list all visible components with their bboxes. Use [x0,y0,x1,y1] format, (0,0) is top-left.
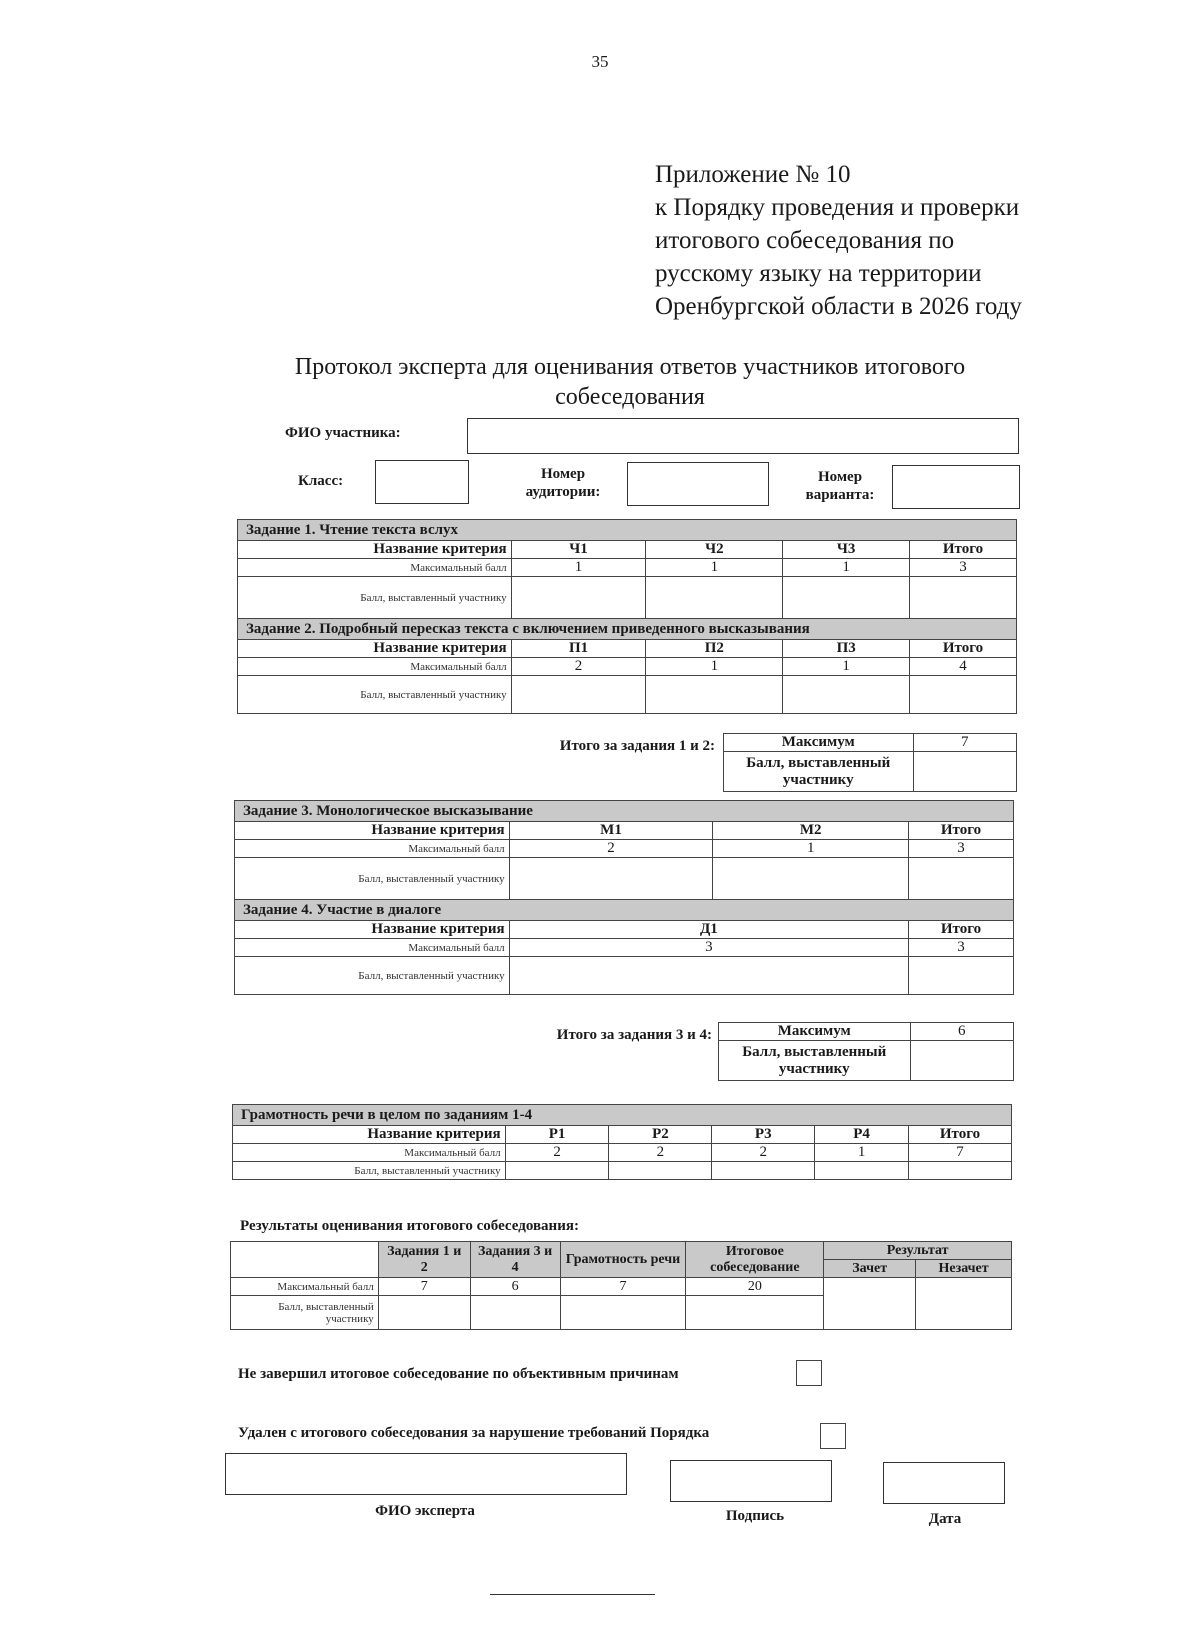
literacy-title: Грамотность речи в целом по заданиям 1-4 [233,1105,1012,1126]
results-max-cell: 7 [560,1278,686,1296]
criterion-name-label: Название критерия [235,822,510,840]
variant-label [790,468,890,504]
results-col-header: Задания 3 и 4 [470,1242,560,1278]
max-total-cell: 3 [909,840,1014,858]
results-max-cell: 7 [378,1278,470,1296]
sum-1-2-score-cell[interactable] [913,752,1016,792]
criterion-cell: Ч1 [511,541,646,559]
room-label [508,465,618,501]
given-score-label: Балл, выставленный участнику [238,676,512,714]
task1-title: Задание 1. Чтение текста вслух [238,520,1017,541]
page-number: 35 [591,52,609,71]
criterion-name-label: Название критерия [238,640,512,658]
criterion-cell: Ч3 [783,541,910,559]
max-score-cell: 2 [511,658,646,676]
max-score-cell: 1 [783,658,910,676]
sum-1-2-label: Итого за задания 1 и 2: [559,738,715,754]
appendix-line: итогового собеседования по [655,227,955,254]
max-score-label: Максимальный балл [235,939,510,957]
sum-1-2-max: 7 [913,734,1016,752]
results-corner-cell [231,1242,379,1278]
results-col-header: Грамотность речи [560,1242,686,1278]
max-score-cell: 2 [509,840,713,858]
room-label-line: аудитории: [525,484,601,500]
max-score-cell: 1 [713,840,909,858]
expert-fio-label: ФИО эксперта [375,1503,475,1519]
removed-label: Удален с итогового собеседования за нарушение требований Порядка [238,1425,710,1441]
score-input-cell[interactable] [815,1162,909,1180]
sum-3-4-max: 6 [910,1023,1013,1041]
room-label-line: Номер [540,466,586,482]
fio-participant-label: ФИО участника: [285,425,401,441]
given-participant-label: Балл, выставленный участнику [719,1041,911,1081]
max-score-cell: 2 [609,1144,712,1162]
criterion-cell: П2 [646,640,783,658]
sum-3-4-label: Итого за задания 3 и 4: [556,1027,712,1043]
criterion-cell: М1 [509,822,713,840]
score-input-cell[interactable] [646,676,783,714]
document-title [230,352,1030,412]
task2-title: Задание 2. Подробный пересказ текста с включением приведенного высказывания [238,619,1017,640]
appendix-line: Оренбургской области в 2026 году [655,293,1022,320]
literacy-table [232,1104,1012,1180]
pass-label: Зачет [824,1260,916,1278]
sum-3-4-table [718,1022,1014,1081]
max-score-cell: 2 [712,1144,815,1162]
pass-cell[interactable] [824,1278,916,1330]
given-score-label: Балл, выставленный участнику [235,858,510,900]
max-score-label: Максимальный балл [238,559,512,577]
appendix-line: к Порядку проведения и проверки [655,194,1020,221]
total-label: Итого [910,541,1017,559]
max-total-cell: 4 [910,658,1017,676]
appendix-line: русскому языку на территории [655,260,982,287]
criterion-name-label: Название критерия [238,541,512,559]
max-score-cell: 1 [783,559,910,577]
score-input-cell[interactable] [646,577,783,619]
class-field[interactable] [375,460,469,504]
score-total-cell[interactable] [909,1162,1012,1180]
variant-label-line: Номер [817,469,863,485]
signature-field[interactable] [670,1460,832,1502]
appendix-line: Приложение № 10 [655,161,851,188]
date-label: Дата [928,1511,962,1527]
results-max-label: Максимальный балл [231,1278,379,1296]
results-table [230,1241,1012,1330]
score-total-cell[interactable] [909,957,1014,995]
score-input-cell[interactable] [509,858,713,900]
title-line-2: собеседования [555,384,705,410]
results-score-cell[interactable] [560,1296,686,1330]
results-title: Результаты оценивания итогового собеседования: [240,1218,579,1234]
total-label: Итого [909,921,1014,939]
result-header: Результат [824,1242,1012,1260]
max-score-cell: 1 [646,658,783,676]
score-input-cell[interactable] [713,858,909,900]
results-given-label: Балл, выставленный участнику [231,1296,379,1330]
appendix-block [655,158,1075,323]
fio-participant-field[interactable] [467,418,1019,454]
tasks-3-4-table [234,800,1014,995]
fail-label: Незачет [916,1260,1012,1278]
max-score-label: Максимальный балл [235,840,510,858]
criterion-cell: Ч2 [646,541,783,559]
given-score-label: Балл, выставленный участнику [238,577,512,619]
results-col-header: Итоговое собеседование [686,1242,824,1278]
not-finished-checkbox[interactable] [796,1360,822,1386]
score-input-cell[interactable] [712,1162,815,1180]
total-label: Итого [909,822,1014,840]
given-participant-label: Балл, выставленный участнику [724,752,914,792]
title-line-1: Протокол эксперта для оценивания ответов участников итогового [294,354,966,380]
expert-fio-field[interactable] [225,1453,627,1495]
score-total-cell[interactable] [910,676,1017,714]
max-score-label: Максимальный балл [238,658,512,676]
task4-title: Задание 4. Участие в диалоге [235,900,1014,921]
maximum-label: Максимум [724,734,914,752]
criterion-cell: Р1 [505,1126,609,1144]
criterion-cell: Р3 [712,1126,815,1144]
max-score-cell: 1 [511,559,646,577]
variant-field[interactable] [892,465,1020,509]
max-score-cell: 1 [815,1144,909,1162]
results-max-cell: 6 [470,1278,560,1296]
score-input-cell[interactable] [783,676,910,714]
total-label: Итого [910,640,1017,658]
results-score-cell[interactable] [378,1296,470,1330]
criterion-cell: П1 [511,640,646,658]
score-total-cell[interactable] [909,858,1014,900]
tasks-1-2-table [237,519,1017,714]
max-score-label: Максимальный балл [233,1144,506,1162]
score-input-cell[interactable] [511,577,646,619]
given-score-label: Балл, выставленный участнику [233,1162,506,1180]
room-field[interactable] [627,462,769,506]
signature-label: Подпись [725,1508,785,1524]
results-score-cell[interactable] [470,1296,560,1330]
max-score-cell: 1 [646,559,783,577]
maximum-label: Максимум [719,1023,911,1041]
results-score-cell[interactable] [686,1296,824,1330]
max-score-cell: 2 [505,1144,609,1162]
sum-1-2-table [723,733,1017,792]
max-score-cell: 3 [509,939,908,957]
max-total-cell: 7 [909,1144,1012,1162]
variant-label-line: варианта: [805,487,875,503]
task3-title: Задание 3. Монологическое высказывание [235,801,1014,822]
sum-3-4-score-cell[interactable] [910,1041,1013,1081]
results-max-cell: 20 [686,1278,824,1296]
fail-cell[interactable] [916,1278,1012,1330]
max-total-cell: 3 [910,559,1017,577]
criterion-cell: Р2 [609,1126,712,1144]
class-label: Класс: [298,473,344,489]
score-input-cell[interactable] [609,1162,712,1180]
criterion-cell: П3 [783,640,910,658]
not-finished-label: Не завершил итоговое собеседование по объективным причинам [238,1366,679,1382]
total-label: Итого [909,1126,1012,1144]
criterion-cell: Д1 [509,921,908,939]
score-total-cell[interactable] [910,577,1017,619]
date-field[interactable] [883,1462,1005,1504]
footer-divider [490,1594,655,1595]
criterion-name-label: Название критерия [233,1126,506,1144]
score-input-cell[interactable] [505,1162,609,1180]
removed-checkbox[interactable] [820,1423,846,1449]
score-input-cell[interactable] [509,957,908,995]
results-col-header: Задания 1 и 2 [378,1242,470,1278]
given-score-label: Балл, выставленный участнику [235,957,510,995]
criterion-cell: М2 [713,822,909,840]
max-total-cell: 3 [909,939,1014,957]
criterion-cell: Р4 [815,1126,909,1144]
score-input-cell[interactable] [783,577,910,619]
score-input-cell[interactable] [511,676,646,714]
criterion-name-label: Название критерия [235,921,510,939]
